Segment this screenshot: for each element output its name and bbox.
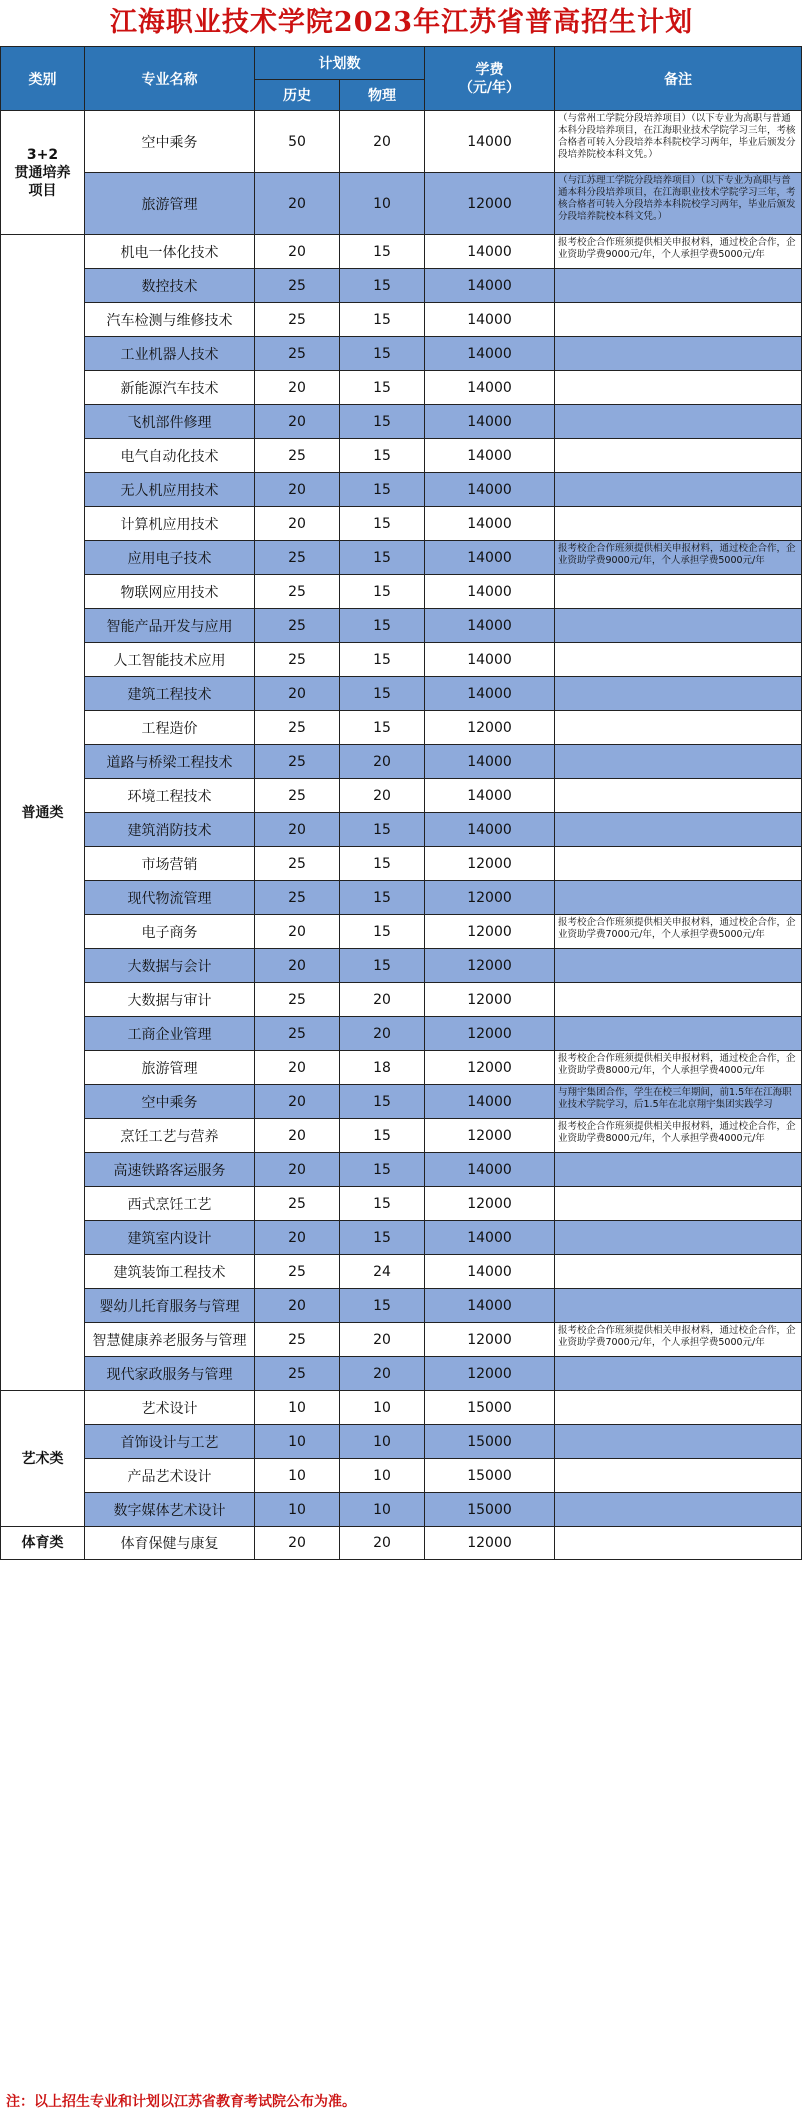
note-cell [555,575,802,609]
tuition-cell: 14000 [425,111,555,173]
note-cell [555,983,802,1017]
tuition-cell: 12000 [425,915,555,949]
note-cell [555,337,802,371]
history-cell: 20 [255,677,340,711]
note-cell [555,847,802,881]
note-cell [555,405,802,439]
table-row [1,1357,802,1391]
major-cell: 工程造价 [85,711,255,745]
major-cell: 婴幼儿托育服务与管理 [85,1289,255,1323]
table-row [1,1289,802,1323]
tuition-cell: 14000 [425,269,555,303]
table-row [1,439,802,473]
table-row [1,1323,802,1357]
major-cell: 西式烹饪工艺 [85,1187,255,1221]
header-category: 类别 [1,47,85,111]
history-cell: 25 [255,643,340,677]
tuition-cell: 14000 [425,779,555,813]
physics-cell: 15 [340,575,425,609]
major-cell: 空中乘务 [85,1085,255,1119]
note-cell: 报考校企合作班须提供相关申报材料，通过校企合作，企业资助学费8000元/年，个人承担学费4000元/年 [555,1051,802,1085]
note-cell: 报考校企合作班须提供相关申报材料，通过校企合作，企业资助学费9000元/年，个人承担学费5000元/年 [555,235,802,269]
physics-cell: 15 [340,813,425,847]
footer-note: 注：以上招生专业和计划以江苏省教育考试院公布为准。 [6,2094,356,2110]
physics-cell: 15 [340,371,425,405]
physics-cell: 15 [340,643,425,677]
table-row [1,269,802,303]
major-cell: 工商企业管理 [85,1017,255,1051]
table-row [1,303,802,337]
note-cell [555,303,802,337]
history-cell: 20 [255,405,340,439]
table-row [1,847,802,881]
physics-cell: 18 [340,1051,425,1085]
table-row [1,541,802,575]
major-cell: 大数据与会计 [85,949,255,983]
table-row [1,1391,802,1425]
tuition-cell: 15000 [425,1493,555,1527]
tuition-cell: 12000 [425,1119,555,1153]
table-body [1,111,802,1560]
table-row [1,813,802,847]
physics-cell: 15 [340,405,425,439]
table-row [1,915,802,949]
physics-cell: 15 [340,915,425,949]
history-cell: 10 [255,1425,340,1459]
tuition-cell: 15000 [425,1391,555,1425]
history-cell: 25 [255,269,340,303]
major-cell: 数控技术 [85,269,255,303]
note-cell: 报考校企合作班须提供相关申报材料，通过校企合作，企业资助学费7000元/年，个人承担学费5000元/年 [555,915,802,949]
physics-cell: 15 [340,303,425,337]
tuition-cell: 14000 [425,507,555,541]
physics-cell: 10 [340,1493,425,1527]
table-row [1,1017,802,1051]
major-cell: 建筑装饰工程技术 [85,1255,255,1289]
history-cell: 25 [255,1357,340,1391]
tuition-cell: 14000 [425,235,555,269]
note-cell [555,881,802,915]
page-title: 江海职业技术学院2023年江苏省普高招生计划 [109,7,694,38]
tuition-cell: 12000 [425,847,555,881]
header-note: 备注 [555,47,802,111]
note-cell [555,1527,802,1560]
tuition-cell: 12000 [425,1357,555,1391]
major-cell: 艺术设计 [85,1391,255,1425]
note-cell [555,439,802,473]
major-cell: 产品艺术设计 [85,1459,255,1493]
note-cell [555,1493,802,1527]
tuition-cell: 14000 [425,541,555,575]
category-cell: 3+2 贯通培养 项目 [1,111,85,235]
tuition-cell: 12000 [425,881,555,915]
header-history: 历史 [255,80,340,111]
tuition-cell: 14000 [425,1221,555,1255]
history-cell: 20 [255,235,340,269]
note-cell [555,269,802,303]
major-cell: 飞机部件修理 [85,405,255,439]
physics-cell: 20 [340,1323,425,1357]
major-cell: 工业机器人技术 [85,337,255,371]
note-cell [555,1255,802,1289]
tuition-cell: 14000 [425,575,555,609]
major-cell: 智慧健康养老服务与管理 [85,1323,255,1357]
physics-cell: 20 [340,1017,425,1051]
table-row [1,507,802,541]
tuition-cell: 14000 [425,609,555,643]
note-cell [555,1017,802,1051]
table-row [1,371,802,405]
tuition-cell: 14000 [425,405,555,439]
major-cell: 电子商务 [85,915,255,949]
category-cell: 普通类 [1,235,85,1391]
history-cell: 25 [255,779,340,813]
tuition-cell: 14000 [425,745,555,779]
note-cell: 与翔宇集团合作，学生在校三年期间，前1.5年在江海职业技术学院学习，后1.5年在北京翔宇集团实践学习 [555,1085,802,1119]
tuition-cell: 14000 [425,371,555,405]
major-cell: 建筑消防技术 [85,813,255,847]
tuition-cell: 12000 [425,983,555,1017]
physics-cell: 15 [340,1153,425,1187]
note-cell [555,473,802,507]
history-cell: 25 [255,609,340,643]
header-plan: 计划数 [255,47,425,80]
note-cell: 报考校企合作班须提供相关申报材料，通过校企合作，企业资助学费8000元/年，个人承担学费4000元/年 [555,1119,802,1153]
history-cell: 20 [255,1527,340,1560]
note-cell [555,1187,802,1221]
physics-cell: 15 [340,269,425,303]
note-cell: （与江苏理工学院分段培养项目）（以下专业为高职与普通本科分段培养项目，在江海职业技术学院学习三年，考核合格者可转入分段培养本科院校学习两年，毕业后颁发分段培养院校本科文凭。） [555,173,802,235]
table-row [1,575,802,609]
history-cell: 20 [255,173,340,235]
tuition-cell: 14000 [425,473,555,507]
note-cell [555,779,802,813]
history-cell: 25 [255,337,340,371]
physics-cell: 15 [340,847,425,881]
header-tuition: 学费 （元/年） [425,47,555,111]
major-cell: 大数据与审计 [85,983,255,1017]
major-cell: 道路与桥梁工程技术 [85,745,255,779]
tuition-cell: 14000 [425,1085,555,1119]
history-cell: 10 [255,1459,340,1493]
history-cell: 25 [255,1323,340,1357]
physics-cell: 20 [340,779,425,813]
history-cell: 25 [255,439,340,473]
table-row [1,1459,802,1493]
major-cell: 智能产品开发与应用 [85,609,255,643]
tuition-cell: 14000 [425,813,555,847]
tuition-cell: 12000 [425,173,555,235]
major-cell: 烹饪工艺与营养 [85,1119,255,1153]
major-cell: 现代家政服务与管理 [85,1357,255,1391]
history-cell: 25 [255,745,340,779]
table-row [1,111,802,173]
table-row [1,711,802,745]
tuition-cell: 12000 [425,1017,555,1051]
major-cell: 建筑室内设计 [85,1221,255,1255]
note-cell [555,1289,802,1323]
tuition-cell: 14000 [425,677,555,711]
physics-cell: 20 [340,745,425,779]
major-cell: 首饰设计与工艺 [85,1425,255,1459]
major-cell: 旅游管理 [85,173,255,235]
history-cell: 20 [255,1085,340,1119]
history-cell: 20 [255,1221,340,1255]
tuition-cell: 12000 [425,949,555,983]
physics-cell: 15 [340,337,425,371]
history-cell: 50 [255,111,340,173]
history-cell: 20 [255,1289,340,1323]
note-cell [555,1459,802,1493]
table-row [1,1119,802,1153]
tuition-cell: 12000 [425,1323,555,1357]
table-row [1,677,802,711]
physics-cell: 15 [340,473,425,507]
table-row [1,1187,802,1221]
table-row [1,1425,802,1459]
table-row [1,643,802,677]
note-cell [555,1153,802,1187]
table-row [1,609,802,643]
table-row [1,881,802,915]
tuition-cell: 12000 [425,1187,555,1221]
physics-cell: 10 [340,1459,425,1493]
physics-cell: 10 [340,1391,425,1425]
note-cell: 报考校企合作班须提供相关申报材料，通过校企合作，企业资助学费7000元/年，个人承担学费5000元/年 [555,1323,802,1357]
major-cell: 应用电子技术 [85,541,255,575]
note-cell [555,643,802,677]
history-cell: 25 [255,303,340,337]
note-cell [555,507,802,541]
major-cell: 建筑工程技术 [85,677,255,711]
physics-cell: 10 [340,173,425,235]
physics-cell: 15 [340,1119,425,1153]
note-cell [555,1391,802,1425]
tuition-cell: 14000 [425,337,555,371]
tuition-cell: 14000 [425,303,555,337]
note-cell [555,609,802,643]
history-cell: 10 [255,1493,340,1527]
major-cell: 新能源汽车技术 [85,371,255,405]
physics-cell: 20 [340,111,425,173]
header-row-1 [1,47,802,80]
category-cell: 艺术类 [1,1391,85,1527]
major-cell: 现代物流管理 [85,881,255,915]
note-cell [555,1357,802,1391]
physics-cell: 15 [340,1289,425,1323]
physics-cell: 15 [340,881,425,915]
history-cell: 25 [255,1255,340,1289]
tuition-cell: 12000 [425,711,555,745]
physics-cell: 20 [340,1357,425,1391]
major-cell: 环境工程技术 [85,779,255,813]
history-cell: 20 [255,371,340,405]
table-row [1,983,802,1017]
note-cell [555,813,802,847]
major-cell: 汽车检测与维修技术 [85,303,255,337]
major-cell: 无人机应用技术 [85,473,255,507]
major-cell: 空中乘务 [85,111,255,173]
table-row [1,1255,802,1289]
major-cell: 体育保健与康复 [85,1527,255,1560]
history-cell: 25 [255,847,340,881]
major-cell: 计算机应用技术 [85,507,255,541]
tuition-cell: 15000 [425,1425,555,1459]
note-cell [555,745,802,779]
physics-cell: 15 [340,507,425,541]
physics-cell: 24 [340,1255,425,1289]
history-cell: 20 [255,915,340,949]
note-cell [555,677,802,711]
table-row [1,1493,802,1527]
table-row [1,235,802,269]
tuition-cell: 14000 [425,1153,555,1187]
physics-cell: 15 [340,1221,425,1255]
history-cell: 20 [255,473,340,507]
history-cell: 25 [255,711,340,745]
note-cell: 报考校企合作班须提供相关申报材料，通过校企合作，企业资助学费9000元/年，个人承担学费5000元/年 [555,541,802,575]
history-cell: 25 [255,983,340,1017]
table-row [1,745,802,779]
table-row [1,1221,802,1255]
tuition-cell: 12000 [425,1527,555,1560]
tuition-cell: 15000 [425,1459,555,1493]
note-cell [555,1221,802,1255]
major-cell: 市场营销 [85,847,255,881]
physics-cell: 15 [340,235,425,269]
note-cell: （与常州工学院分段培养项目）（以下专业为高职与普通本科分段培养项目，在江海职业技术学院学习三年，考核合格者可转入分段培养本科院校学习两年，毕业后颁发分段培养院校本科文凭。） [555,111,802,173]
physics-cell: 15 [340,609,425,643]
table-row [1,949,802,983]
physics-cell: 15 [340,949,425,983]
enrollment-plan-table [0,46,802,1560]
history-cell: 25 [255,881,340,915]
physics-cell: 15 [340,1085,425,1119]
note-cell [555,371,802,405]
history-cell: 20 [255,507,340,541]
history-cell: 20 [255,949,340,983]
tuition-cell: 14000 [425,643,555,677]
history-cell: 25 [255,575,340,609]
physics-cell: 20 [340,1527,425,1560]
history-cell: 20 [255,813,340,847]
note-cell [555,711,802,745]
table-row [1,1153,802,1187]
header-major: 专业名称 [85,47,255,111]
table-row [1,405,802,439]
physics-cell: 15 [340,711,425,745]
physics-cell: 15 [340,541,425,575]
table-row [1,1527,802,1560]
tuition-cell: 14000 [425,1289,555,1323]
table-row [1,173,802,235]
table-row [1,337,802,371]
tuition-cell: 12000 [425,1051,555,1085]
major-cell: 物联网应用技术 [85,575,255,609]
physics-cell: 15 [340,1187,425,1221]
physics-cell: 10 [340,1425,425,1459]
table-row [1,779,802,813]
table-row [1,1085,802,1119]
history-cell: 25 [255,541,340,575]
physics-cell: 15 [340,439,425,473]
table-row [1,473,802,507]
physics-cell: 20 [340,983,425,1017]
tuition-cell: 14000 [425,1255,555,1289]
major-cell: 电气自动化技术 [85,439,255,473]
table-row [1,1051,802,1085]
history-cell: 25 [255,1187,340,1221]
history-cell: 20 [255,1051,340,1085]
note-cell [555,1425,802,1459]
history-cell: 10 [255,1391,340,1425]
category-cell: 体育类 [1,1527,85,1560]
history-cell: 20 [255,1119,340,1153]
header-physics: 物理 [340,80,425,111]
major-cell: 数字媒体艺术设计 [85,1493,255,1527]
history-cell: 20 [255,1153,340,1187]
major-cell: 人工智能技术应用 [85,643,255,677]
note-cell [555,949,802,983]
major-cell: 机电一体化技术 [85,235,255,269]
tuition-cell: 14000 [425,439,555,473]
history-cell: 25 [255,1017,340,1051]
major-cell: 高速铁路客运服务 [85,1153,255,1187]
major-cell: 旅游管理 [85,1051,255,1085]
physics-cell: 15 [340,677,425,711]
